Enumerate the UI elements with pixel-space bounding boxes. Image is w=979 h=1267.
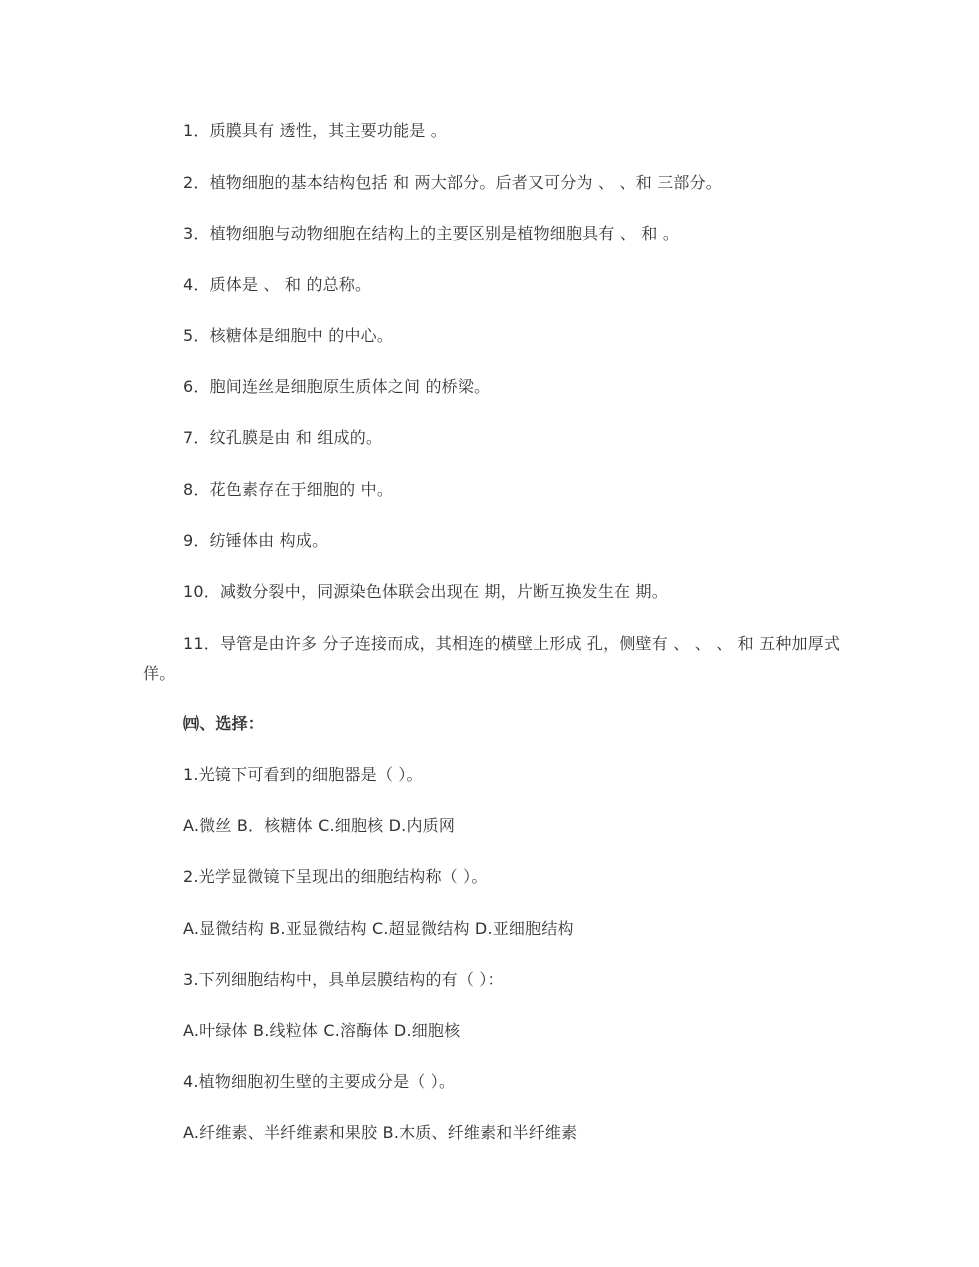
- choice-options-1: A.微丝 B．核糖体 C.细胞核 D.内质网: [183, 816, 456, 835]
- choice-options-4: A.纤维素、半纤维素和果胶 B.木质、纤维素和半纤维素: [183, 1123, 578, 1142]
- section-heading-choice: ㈣、选择：: [183, 714, 265, 733]
- choice-question-2: 2.光学显微镜下呈现出的细胞结构称（ ）。: [183, 867, 488, 886]
- fill-question-7: 7．纹孔膜是由 和 组成的。: [183, 428, 383, 447]
- fill-question-11: 11．导管是由许多 分子连接而成，其相连的横壁上形成 孔，侧壁有 、 、 、 和 五种加厚式佯。: [143, 634, 841, 683]
- fill-question-10: 10．减数分裂中，同源染色体联会出现在 期，片断互换发生在 期。: [183, 582, 668, 601]
- fill-question-6: 6．胞间连丝是细胞原生质体之间 的桥梁。: [183, 377, 491, 396]
- fill-question-5: 5．核糖体是细胞中 的中心。: [183, 326, 394, 345]
- choice-question-1: 1.光镜下可看到的细胞器是（ ）。: [183, 765, 423, 784]
- choice-question-3: 3.下列细胞结构中，具单层膜结构的有（ ）：: [183, 970, 504, 989]
- choice-question-4: 4.植物细胞初生壁的主要成分是（ ）。: [183, 1072, 456, 1091]
- fill-question-8: 8．花色素存在于细胞的 中。: [183, 480, 394, 499]
- choice-options-2: A.显微结构 B.亚显微结构 C.超显微结构 D.亚细胞结构: [183, 919, 574, 938]
- fill-question-9: 9．纺锤体由 构成。: [183, 531, 329, 550]
- fill-question-2: 2．植物细胞的基本结构包括 和 两大部分。后者又可分为 、 、和 三部分。: [183, 173, 723, 192]
- fill-question-3: 3．植物细胞与动物细胞在结构上的主要区别是植物细胞具有 、 和 。: [183, 224, 680, 243]
- fill-question-1: 1．质膜具有 透性，其主要功能是 。: [183, 121, 447, 140]
- choice-options-3: A.叶绿体 B.线粒体 C.溶酶体 D.细胞核: [183, 1021, 461, 1040]
- fill-question-4: 4．质体是 、 和 的总称。: [183, 275, 372, 294]
